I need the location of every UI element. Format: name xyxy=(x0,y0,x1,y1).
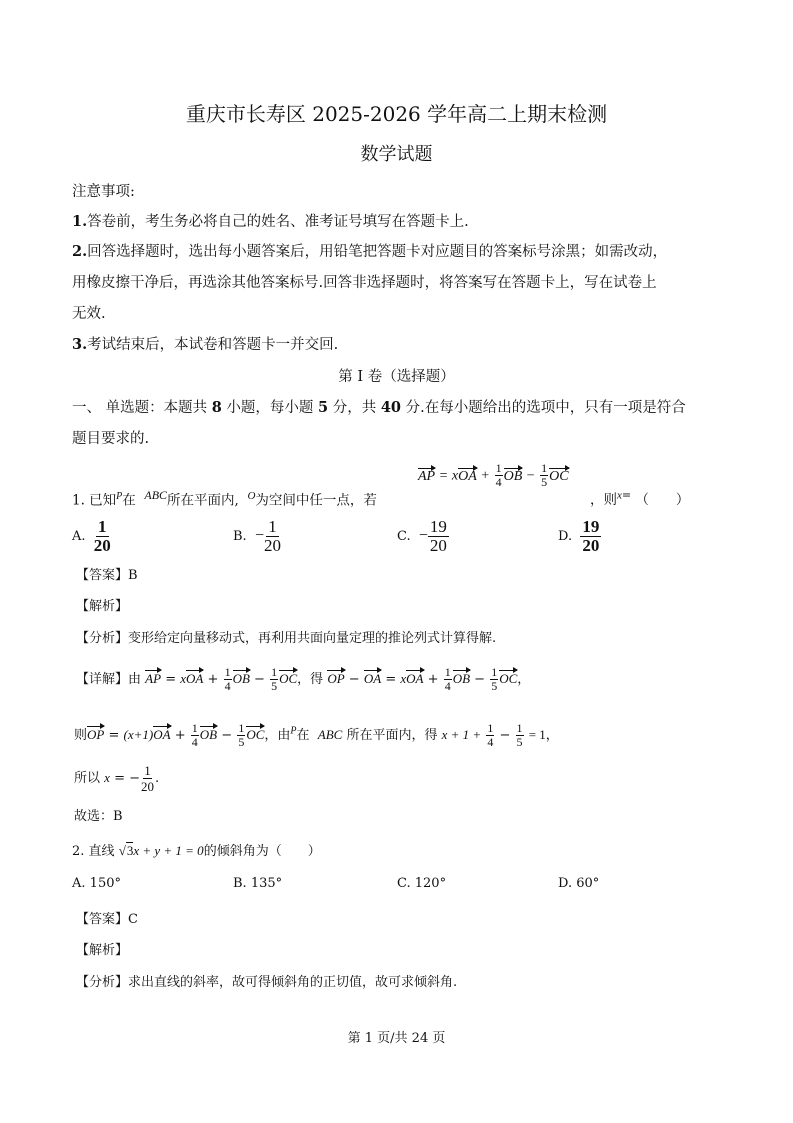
q2-question: 2. 直线 √3x + y + 1 = 0的倾斜角为（ ） xyxy=(72,843,321,859)
note-2-line-2: 用橡皮擦干净后，再选涂其他答案标号.回答非选择题时，将答案写在答题卡上，写在试卷上 xyxy=(72,275,657,291)
q1-question: 1. 已知$^P$在 $^{ABC}$所在平面内, $^O$为空间中任一点，若 xyxy=(72,488,377,509)
q2-option-d: D. 60° xyxy=(558,876,600,891)
q1-detail-line-2: 则OP = (x+1)OA + $\frac{1}{4}$ OB − $\frac{1}{5}$ OC，由$^P$在 ABC 所在平面内，得 x + 1 + $\frac{1}{4}$ − $\frac{1}{5}$ = 1， xyxy=(74,721,559,749)
q1-question-tail: ，则$^{x=}$ （ ） xyxy=(590,488,690,508)
note-2-line-1: 2.回答选择题时，选出每小题答案后，用铅笔把答题卡对应题目的答案标号涂黑；如需改动， xyxy=(72,243,668,260)
note-2-line-3: 无效. xyxy=(72,306,106,322)
q1-detail-line-1: 【详解】由 AP = xOA + $\frac{1}{4}$ OB − $\frac{1}{5}$ OC，得 OP − OA = xOA + $\frac{1}{4}$ OB − $\frac{1}{5}$ OC， xyxy=(76,665,531,693)
q2-analysis-label: 【解析】 xyxy=(76,943,129,958)
q2-option-b: B. 135° xyxy=(233,876,283,891)
section-title: 第 I 卷（选择题） xyxy=(338,369,455,385)
page-title: 重庆市长寿区 2025-2026 学年高二上期末检测 xyxy=(185,102,608,126)
q1-fenxi: 【分析】变形给定向量移动式，再利用共面向量定理的推论列式计算得解. xyxy=(76,631,497,646)
q2-fenxi: 【分析】求出直线的斜率，故可得倾斜角的正切值，故可求倾斜角. xyxy=(76,975,458,990)
note-1: 1.答卷前，考生务必将自己的姓名、准考证号填写在答题卡上. xyxy=(72,213,469,230)
note-3: 3.考试结束后，本试卷和答题卡一并交回. xyxy=(72,336,339,353)
q2-option-c: C. 120° xyxy=(397,876,447,891)
q1-option-a: A. $\frac{1}{20}$ xyxy=(72,517,111,555)
q1-analysis-label: 【解析】 xyxy=(76,599,129,614)
section-intro-line-1: 一、 单选题：本题共 8 小题，每小题 5 分，共 40 分.在每小题给出的选项中，只有一项是符合 xyxy=(72,399,686,416)
q1-answer: 【答案】B xyxy=(76,568,138,583)
q1-option-b: B. − $\frac{1}{20}$ xyxy=(233,517,281,555)
q1-final-choice: 故选：B xyxy=(74,809,123,824)
q1-detail-line-3: 所以 x = − $\frac{1}{20}$ . xyxy=(74,763,160,794)
notes-heading: 注意事项: xyxy=(72,184,135,200)
section-intro-line-2: 题目要求的. xyxy=(72,431,150,447)
q1-option-c: C. − $\frac{19}{20}$ xyxy=(397,517,447,555)
q2-option-a: A. 150° xyxy=(72,876,121,891)
q1-option-d: D. $\frac{19}{20}$ xyxy=(558,517,600,555)
q1-condition-formula: AP = xOA + $\frac{1}{4}$ OB − $\frac{1}{5}$ OC xyxy=(418,461,569,489)
page-footer: 第 1 页/共 24 页 xyxy=(347,1031,446,1046)
q2-answer: 【答案】C xyxy=(76,912,138,927)
page-subtitle: 数学试题 xyxy=(360,144,433,165)
